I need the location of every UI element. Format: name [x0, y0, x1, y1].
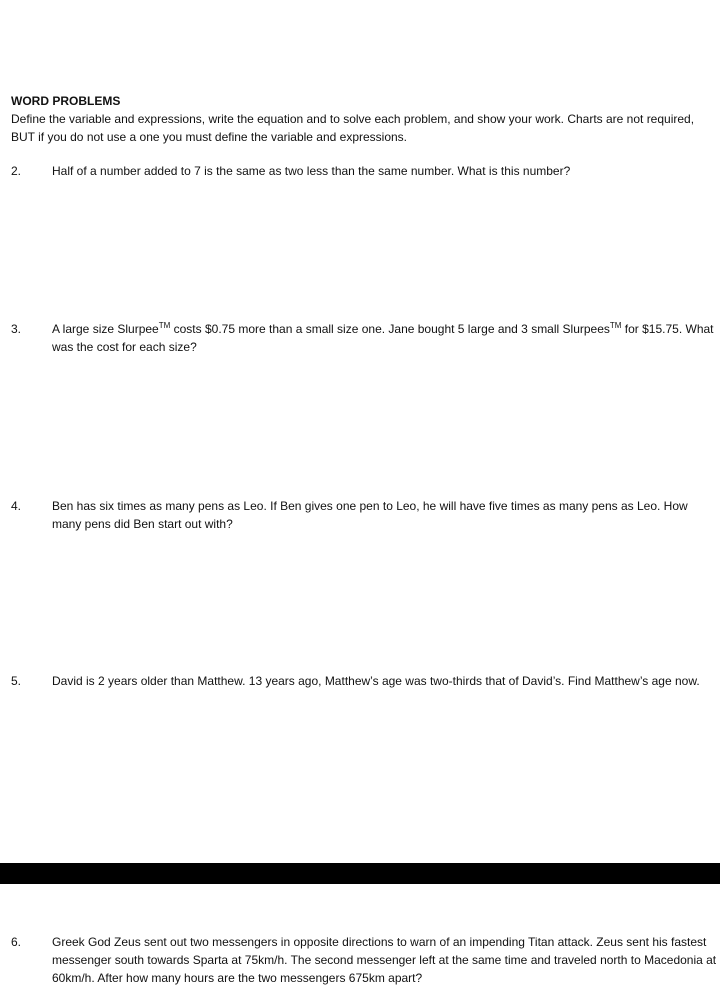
problem-6 [11, 933, 717, 987]
trademark-mark: TM [158, 321, 171, 330]
problem-5 [11, 672, 717, 690]
problem-4 [11, 497, 717, 533]
problem-text: David is 2 years older than Matthew. 13 years ago, Matthew’s age was two-thirds that of David’s. Find Matthew’s age now. [52, 674, 700, 688]
problem-text: Half of a number added to 7 is the same as two less than the same number. What is this number? [52, 164, 571, 178]
problem-number: 5. [11, 674, 22, 688]
trademark-mark: TM [609, 321, 622, 330]
problem-text: Greek God Zeus sent out two messengers in opposite directions to warn of an impending Titan attack. Zeus sent his fastest messenger south towards Sparta at 75km/h. The second messenger left at the same time and traveled north to Macedonia at 60km/h. After how many hours are the two messengers 675km apart? [52, 935, 717, 985]
problem-text-part: A large size Slurpee [52, 322, 159, 336]
problem-number: 4. [11, 499, 22, 513]
problem-number: 3. [11, 322, 22, 336]
problem-3 [11, 320, 717, 356]
problem-text: Ben has six times as many pens as Leo. If Ben gives one pen to Leo, he will have five times as many pens as Leo. How many pens did Ben start out with? [52, 499, 688, 531]
instructions-text: Define the variable and expressions, write the equation and to solve each problem, and show your work. Charts are not required, BUT if you do not use a one you must define the variable and expressions. [11, 112, 695, 144]
problem-text [52, 320, 717, 356]
problem-text-part: for $15.75. What was the cost for each size? [52, 322, 714, 354]
problem-number: 6. [11, 935, 22, 949]
problem-text-part: costs $0.75 more than a small size one. Jane bought 5 large and 3 small Slurpees [170, 322, 610, 336]
black-divider-bar [0, 863, 720, 884]
problem-2 [11, 162, 717, 180]
problem-number: 2. [11, 164, 22, 178]
worksheet-heading: WORD PROBLEMS [11, 94, 121, 108]
